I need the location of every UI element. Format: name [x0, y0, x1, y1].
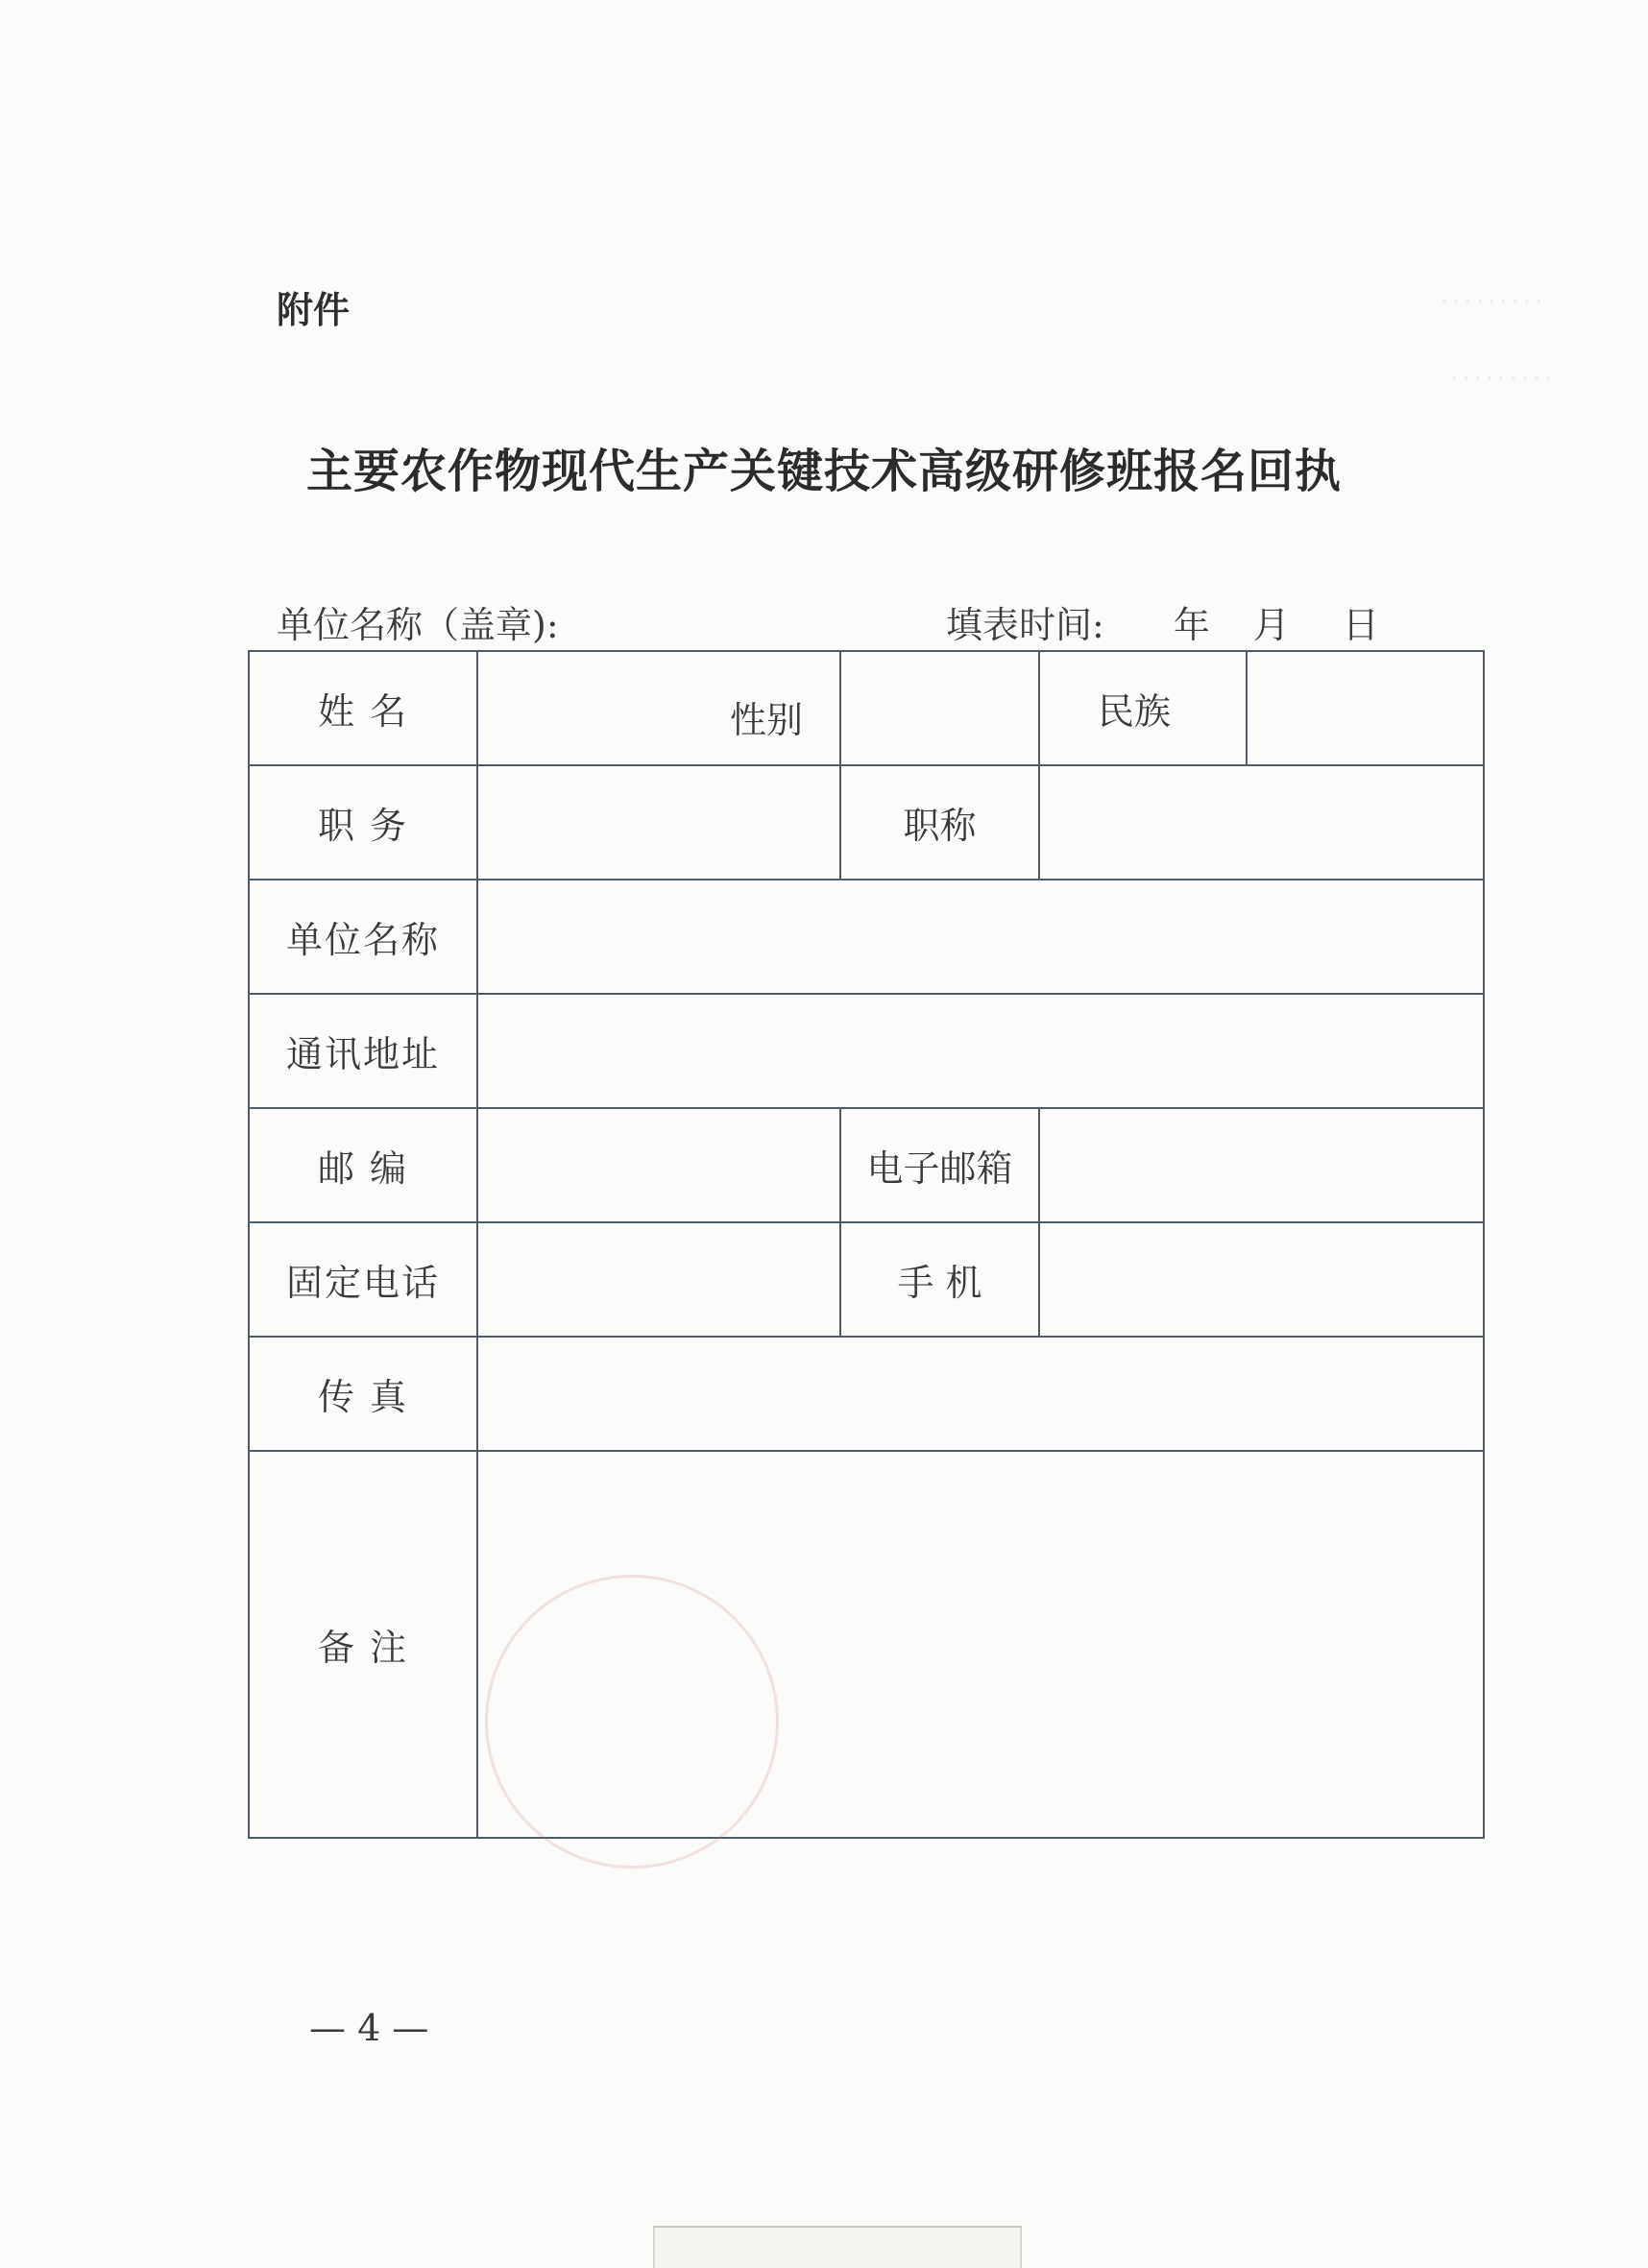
date-year-label: 年 — [1173, 604, 1210, 646]
fill-date — [946, 595, 1379, 648]
scan-fold-mark — [653, 2226, 1022, 2268]
mobile-label: 手 机 — [840, 1222, 1039, 1337]
table-row — [249, 651, 1484, 765]
name-value-cell[interactable] — [477, 651, 840, 765]
bleed-through-text: ········· — [1441, 288, 1547, 317]
org-name-label: 单位名称 — [249, 880, 477, 994]
registration-form-table — [248, 650, 1485, 1839]
gender-value-cell[interactable] — [840, 651, 1039, 765]
date-month-label: 月 — [1252, 604, 1290, 646]
postcode-value-cell[interactable] — [477, 1108, 840, 1222]
title-label: 职称 — [840, 765, 1039, 880]
position-value-cell[interactable] — [477, 765, 840, 880]
table-row — [249, 765, 1484, 880]
ethnicity-label: 民族 — [1039, 651, 1247, 765]
address-label: 通讯地址 — [249, 994, 477, 1108]
faint-seal-bleed — [485, 1575, 779, 1869]
position-label: 职 务 — [249, 765, 477, 880]
form-title: 主要农作物现代生产关键技术高级研修班报名回执 — [305, 445, 1342, 498]
name-label: 姓 名 — [249, 651, 477, 765]
phone-value-cell[interactable] — [477, 1222, 840, 1337]
table-row — [249, 1337, 1484, 1451]
mobile-value-cell[interactable] — [1039, 1222, 1484, 1337]
email-label: 电子邮箱 — [840, 1108, 1039, 1222]
email-value-cell[interactable] — [1039, 1108, 1484, 1222]
postcode-label: 邮 编 — [249, 1108, 477, 1222]
org-seal-label: 单位名称（盖章): — [277, 604, 559, 646]
table-row — [249, 1222, 1484, 1337]
table-row — [249, 1108, 1484, 1222]
table-row — [249, 994, 1484, 1108]
title-value-cell[interactable] — [1039, 765, 1484, 880]
attachment-label: 附件 — [277, 289, 351, 331]
fax-value-cell[interactable] — [477, 1337, 1484, 1451]
table-row — [249, 880, 1484, 994]
table-row — [249, 1451, 1484, 1838]
address-value-cell[interactable] — [477, 994, 1484, 1108]
org-name-value-cell[interactable] — [477, 880, 1484, 994]
page-number: — 4 — — [309, 2007, 429, 2049]
bleed-through-text: ········· — [1450, 365, 1557, 394]
date-day-label: 日 — [1342, 604, 1379, 646]
fill-date-label: 填表时间: — [946, 604, 1104, 646]
gender-label: 性别 — [730, 699, 804, 741]
fax-label: 传 真 — [249, 1337, 477, 1451]
remarks-label: 备 注 — [249, 1451, 477, 1838]
phone-label: 固定电话 — [249, 1222, 477, 1337]
ethnicity-value-cell[interactable] — [1247, 651, 1484, 765]
